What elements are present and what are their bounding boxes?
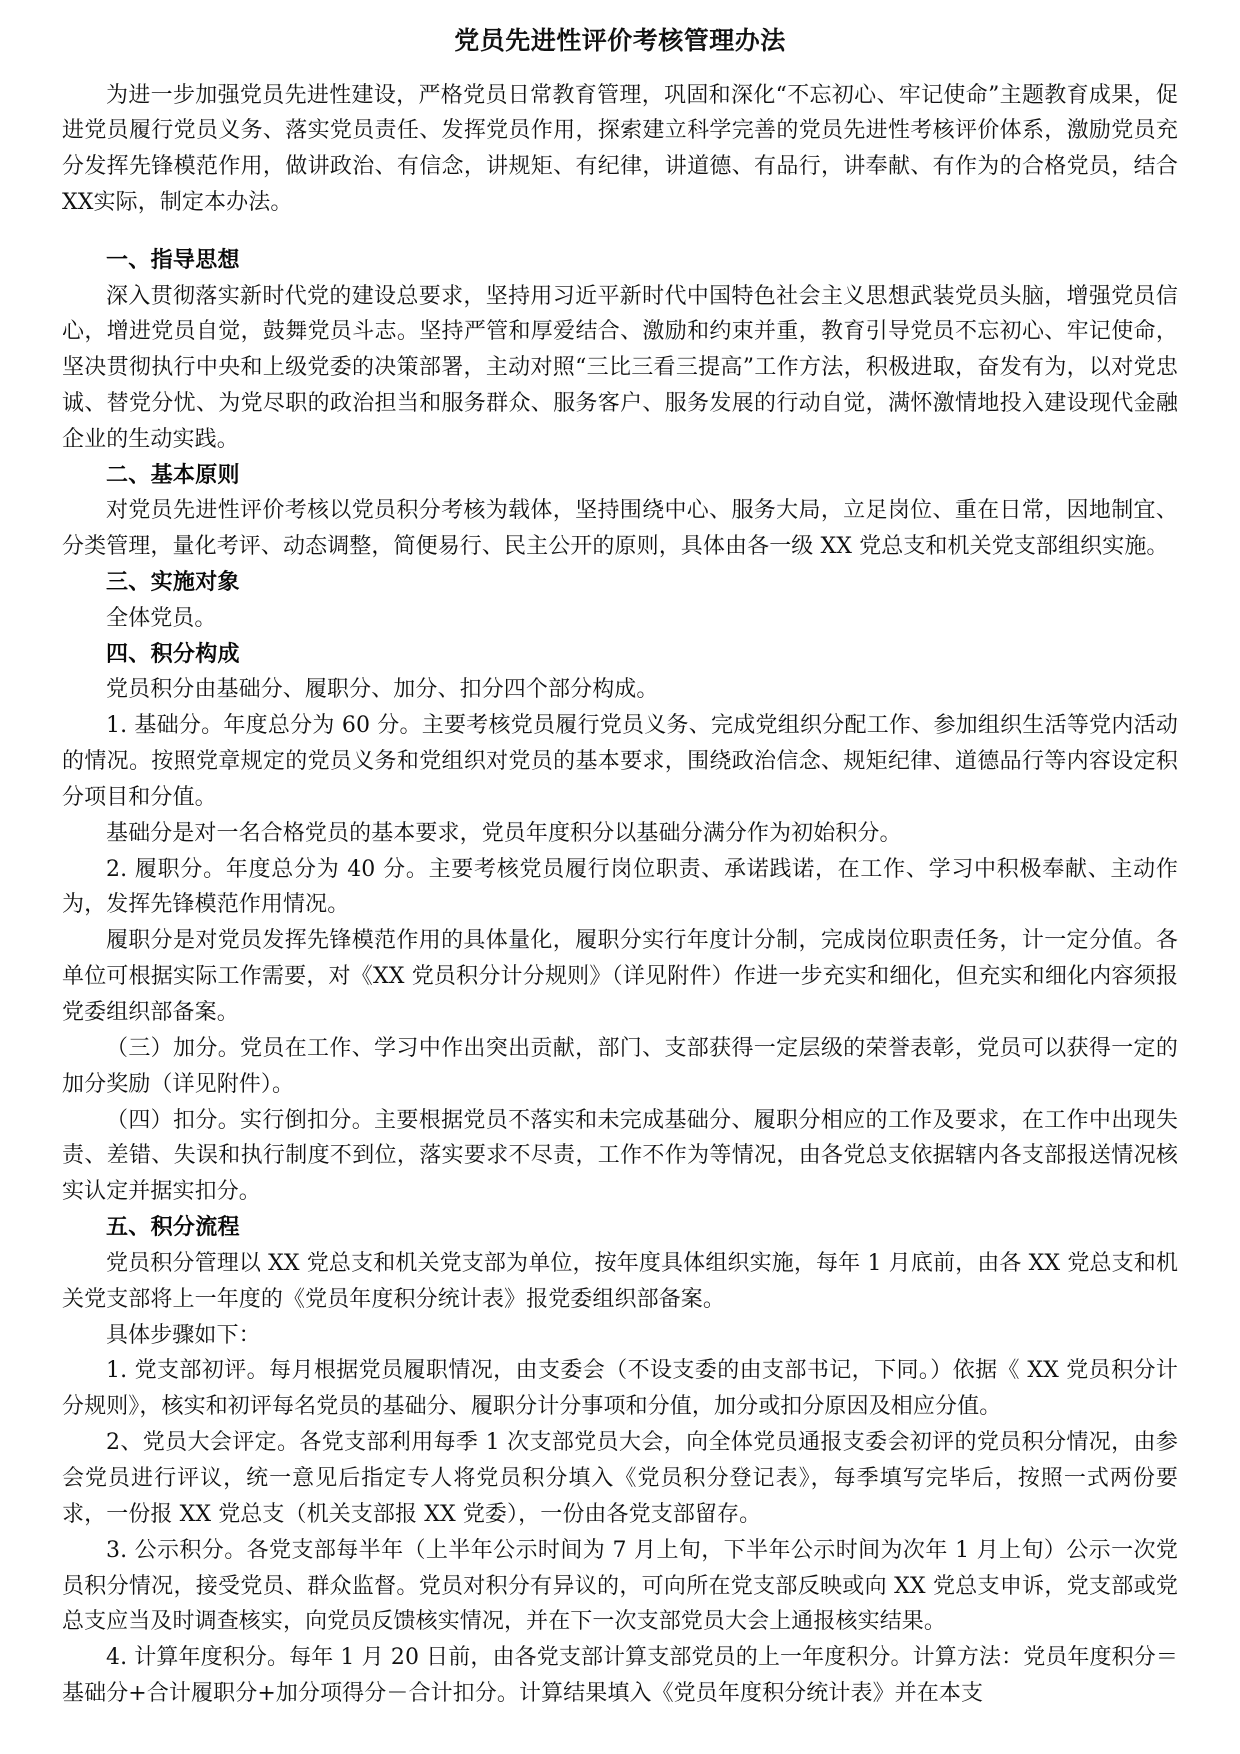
section-4-paragraph-7: （四）扣分。实行倒扣分。主要根据党员不落实和未完成基础分、履职分相应的工作及要求，在工作中出现失责、差错、失误和执行制度不到位，落实要求不尽责，工作不作为等情况，由各党总支依据辖内各支部报送情况核实认定并据实扣分。	[62, 1107, 1178, 1205]
section-4-paragraph-4: 2. 履职分。年度总分为 40 分。主要考核党员履行岗位职责、承诺践诺，在工作、学习中积极奉献、主动作为，发挥先锋模范作用情况。	[62, 856, 1178, 918]
section-5-paragraph-2: 具体步骤如下：	[106, 1322, 261, 1348]
section-4-paragraph-2: 1. 基础分。年度总分为 60 分。主要考核党员履行党员义务、完成党组织分配工作、参加组织生活等党内活动的情况。按照党章规定的党员义务和党组织对党员的基本要求，围绕政治信念、规矩纪律、道德品行等内容设定积分项目和分值。	[62, 713, 1178, 810]
section-heading-points-composition: 四、积分构成	[106, 641, 240, 667]
section-4-paragraph-1: 党员积分由基础分、履职分、加分、扣分四个部分构成。	[106, 677, 659, 703]
section-4-paragraph-3: 基础分是对一名合格党员的基本要求，党员年度积分以基础分满分作为初始积分。	[106, 820, 902, 846]
section-2-paragraph-1: 对党员先进性评价考核以党员积分考核为载体，坚持围绕中心、服务大局，立足岗位、重在日常，因地制宜、分类管理，量化考评、动态调整，简便易行、民主公开的原则，具体由各一级 XX 党总支和机关党支部组织实施。	[62, 498, 1178, 560]
page-title: 党员先进性评价考核管理办法	[454, 26, 786, 55]
section-5-step-2: 2、党员大会评定。各党支部利用每季 1 次支部党员大会，向全体党员通报支委会初评的党员积分情况，由参会党员进行评议，统一意见后指定专人将党员积分填入《党员积分登记表》，每季填写完毕后，按照一式两份要求，一份报 XX 党总支（机关支部报 XX 党委），一份由各党支部留存。	[62, 1430, 1178, 1527]
section-1-paragraph-1: 深入贯彻落实新时代党的建设总要求，坚持用习近平新时代中国特色社会主义思想武装党员头脑，增强党员信心，增进党员自觉，鼓舞党员斗志。坚持严管和厚爱结合、激励和约束并重，教育引导党员不忘初心、牢记使命，坚决贯彻执行中央和上级党委的决策部署，主动对照“三比三看三提高”工作方法，积极进取，奋发有为，以对党忠诚、替党分忧、为党尽职的政治担当和服务群众、服务客户、服务发展的行动自觉，满怀激情地投入建设现代金融企业的生动实践。	[62, 283, 1178, 452]
section-heading-guiding-thought: 一、指导思想	[106, 247, 240, 273]
section-3-paragraph-1: 全体党员。	[106, 605, 217, 631]
section-heading-target-scope: 三、实施对象	[106, 570, 240, 596]
section-4-paragraph-5: 履职分是对党员发挥先锋模范作用的具体量化，履职分实行年度计分制，完成岗位职责任务，计一定分值。各单位可根据实际工作需要，对《XX 党员积分计分规则》（详见附件）作进一步充实和细化，但充实和细化内容须报党委组织部备案。	[62, 928, 1178, 1026]
section-4-paragraph-6: （三）加分。党员在工作、学习中作出突出贡献，部门、支部获得一定层级的荣誉表彰，党员可以获得一定的加分奖励（详见附件）。	[62, 1035, 1178, 1097]
preamble-paragraph: 为进一步加强党员先进性建设，严格党员日常教育管理，巩固和深化“不忘初心、牢记使命”主题教育成果，促进党员履行党员义务、落实党员责任、发挥党员作用，探索建立科学完善的党员先进性考核评价体系，激励党员充分发挥先锋模范作用，做讲政治、有信念，讲规矩、有纪律，讲道德、有品行，讲奉献、有作为的合格党员，结合XX实际，制定本办法。	[62, 82, 1178, 216]
section-heading-basic-principles: 二、基本原则	[106, 462, 240, 488]
section-5-step-4: 4. 计算年度积分。每年 1 月 20 日前，由各党支部计算支部党员的上一年度积分。计算方法：党员年度积分＝基础分+合计履职分+加分项得分－合计扣分。计算结果填入《党员年度积分统计表》并在本支	[62, 1645, 1178, 1707]
section-5-paragraph-1: 党员积分管理以 XX 党总支和机关党支部为单位，按年度具体组织实施，每年 1 月底前，由各 XX 党总支和机关党支部将上一年度的《党员年度积分统计表》报党委组织部备案。	[62, 1250, 1178, 1312]
section-heading-points-process: 五、积分流程	[106, 1215, 240, 1241]
section-spacer	[62, 221, 1178, 243]
section-5-step-3: 3. 公示积分。各党支部每半年（上半年公示时间为 7 月上旬，下半年公示时间为次年 1 月上旬）公示一次党员积分情况，接受党员、群众监督。党员对积分有异议的，可向所在党支部反映或向 XX 党总支申诉，党支部或党总支应当及时调查核实，向党员反馈核实情况，并在下一次支部党员大会上通报核实结果。	[62, 1537, 1178, 1635]
section-5-step-1: 1. 党支部初评。每月根据党员履职情况，由支委会（不设支委的由支部书记，下同。）依据《 XX 党员积分计分规则》，核实和初评每名党员的基础分、履职分计分事项和分值，加分或扣分原因及相应分值。	[62, 1358, 1178, 1420]
